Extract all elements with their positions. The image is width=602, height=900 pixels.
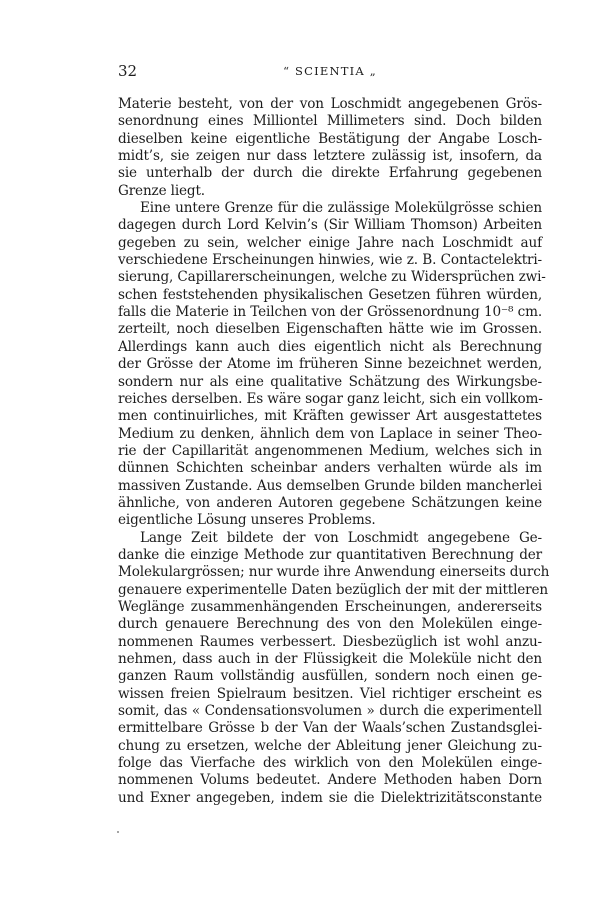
text-line: genauere experimentelle Daten bezüglich der mit der mittleren [118, 581, 549, 598]
text-line: und Exner angegeben, indem sie die Dielektrizitätsconstante [118, 789, 542, 806]
text-line: zerteilt, noch dieselben Eigenschaften hätte wie im Grossen. [118, 321, 542, 338]
text-line: dieselben keine eigentliche Bestätigung der Angabe Losch- [118, 130, 542, 147]
text-line: rie der Capillarität angenommenen Medium, welches sich in [118, 442, 542, 459]
scan-speck [117, 831, 119, 833]
text-line: Materie besteht, von der von Loschmidt angegebenen Grös- [118, 96, 542, 112]
text-line: eigentliche Lösung unseres Problems. [118, 512, 376, 529]
text-line: Weglänge zusammenhängenden Erscheinungen, andererseits [118, 598, 542, 615]
text-line: Grenze liegt. [118, 182, 205, 199]
paragraph-2 [118, 200, 546, 530]
text-line: nehmen, dass auch in der Flüssigkeit die Moleküle nicht den [118, 651, 542, 667]
text-line: senordnung eines Milliontel Millimeters sind. Doch bilden [118, 113, 542, 130]
text-line: Lange Zeit bildete der von Loschmidt angegebene Ge- [140, 529, 542, 546]
text-line: Medium zu denken, ähnlich dem von Laplace in seiner Theo- [118, 425, 542, 442]
text-line: massiven Zustande. Aus demselben Grunde bilden mancherlei [118, 477, 542, 494]
text-line: nommenen Raumes verbessert. Diesbezüglich ist wohl anzu- [118, 633, 542, 650]
text-line: sierung, Capillarerscheinungen, welche zu Widersprüchen zwi- [118, 269, 546, 286]
text-line: somit, das « Condensationsvolumen » durch die experimentell [118, 703, 542, 720]
paragraph-3 [118, 529, 550, 808]
text-line: midt’s, sie zeigen nur dass letztere zulässig ist, insofern, da [118, 148, 542, 165]
text-line: verschiedene Erscheinungen hinwies, wie z. B. Contactelektri- [118, 252, 542, 269]
running-header [118, 62, 542, 82]
text-line: dünnen Schichten scheinbar anders verhalten würde als im [118, 460, 542, 477]
text-line: ähnliche, von anderen Autoren gegebene Schätzungen keine [118, 494, 542, 511]
text-line: reiches derselben. Es wäre sogar ganz leicht, sich ein vollkom- [118, 390, 543, 407]
text-line: sie unterhalb der durch die direkte Erfahrung gegebenen [118, 165, 542, 182]
text-line: falls die Materie in Teilchen von der Grössenordnung 10⁻⁸ cm. [118, 304, 542, 321]
text-line: ganzen Raum vollständig ausfüllen, sondern noch einen ge- [118, 668, 542, 685]
text-line: schen feststehenden physikalischen Gesetzen führen würden, [118, 286, 542, 303]
text-line: wissen freien Spielraum besitzen. Viel richtiger erscheint es [118, 685, 542, 702]
text-line: Allerdings kann auch dies eigentlich nicht als Berechnung [118, 338, 542, 355]
journal-title: “ SCIENTIA „ [283, 64, 377, 78]
text-line: nommenen Volums bedeutet. Andere Methoden haben Dorn [118, 772, 542, 789]
text-line: folge das Vierfache des wirklich von den Molekülen einge- [118, 755, 542, 772]
body-text [118, 96, 550, 807]
page-number: 32 [118, 62, 138, 80]
text-line: durch genauere Berechnung des von den Molekülen einge- [118, 616, 542, 633]
text-line: Molekulargrössen; nur wurde ihre Anwendung einerseits durch [118, 564, 550, 581]
text-line: sondern nur als eine qualitative Schätzung des Wirkungsbe- [118, 373, 542, 390]
text-line: men continuirliches, mit Kräften gewisser Art ausgestattetes [118, 408, 542, 425]
text-line: chung zu ersetzen, welche der Ableitung jener Gleichung zu- [118, 737, 542, 754]
text-line: der Grösse der Atome im früheren Sinne bezeichnet werden, [118, 356, 542, 373]
text-line: danke die einzige Methode zur quantitativen Berechnung der [118, 546, 542, 563]
paragraph-1 [118, 96, 542, 200]
text-line: ermittelbare Grösse b der Van der Waals’schen Zustandsglei- [118, 720, 542, 737]
text-line: dagegen durch Lord Kelvin’s (Sir William Thomson) Arbeiten [118, 217, 542, 234]
text-line: gegeben zu sein, welcher einige Jahre nach Loschmidt auf [118, 234, 542, 251]
text-line: Eine untere Grenze für die zulässige Molekülgrösse schien [140, 200, 542, 217]
